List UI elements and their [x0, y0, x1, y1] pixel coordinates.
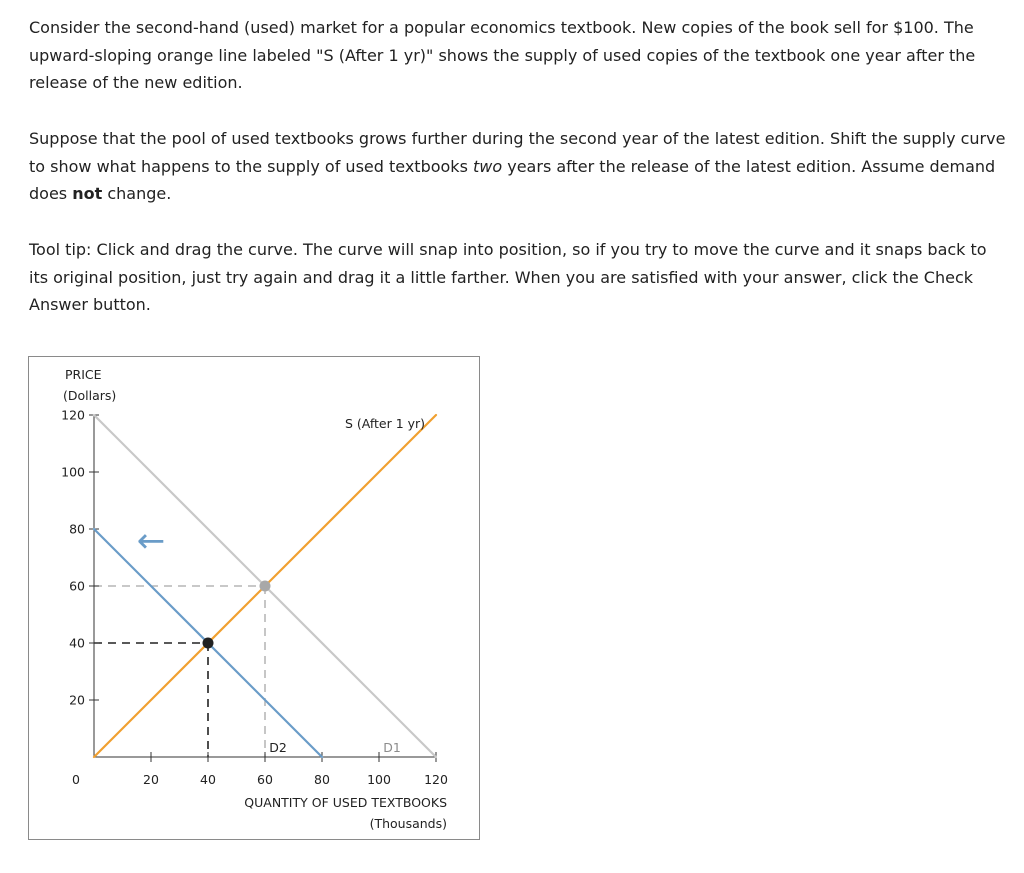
y-axis-label-line2: (Dollars): [63, 388, 117, 403]
x-tick-label-60: 60: [257, 772, 273, 787]
x-axis-label-line2: (Thousands): [369, 816, 447, 831]
y-tick-label-120: 120: [61, 407, 85, 423]
y-axis-label-line1: PRICE: [65, 367, 102, 382]
question-paragraph-2: [29, 125, 1009, 208]
p2-bold-text: not: [72, 184, 103, 203]
x-tick-label-20: 20: [143, 772, 159, 787]
d1-curve-label: D1: [383, 740, 401, 755]
y-tick-label-80: 80: [69, 521, 85, 537]
equilibrium-point-1: [260, 581, 271, 592]
y-tick-label-60: 60: [69, 578, 85, 594]
graph-panel: [28, 356, 480, 840]
tool-tip-paragraph: Tool tip: Click and drag the curve. The curve will snap into position, so if you try to move the curve and it snaps back to its original position, just try again and drag it a little farther. When you are satisfied with your answer, click the Check Answer button.: [29, 240, 987, 314]
d2-curve-label: D2: [269, 740, 287, 755]
y-tick-label-100: 100: [61, 464, 85, 480]
y-tick-label-40: 40: [69, 635, 85, 651]
origin-label: 0: [72, 772, 80, 787]
equilibrium-point-2: [203, 638, 214, 649]
shift-left-arrow-icon: ←: [136, 521, 166, 561]
p2-text-after: change.: [102, 184, 172, 203]
x-tick-label-100: 100: [367, 772, 391, 787]
y-tick-label-20: 20: [69, 692, 85, 708]
p2-italic-text: two: [473, 156, 503, 176]
question-paragraph-1: Consider the second-hand (used) market for a popular economics textbook. New copies of the book sell for $100. The upward-sloping orange line labeled "S (After 1 yr)" shows the supply of used copies of the textbook one year after the release of the new edition.: [29, 18, 976, 92]
x-tick-label-40: 40: [200, 772, 216, 787]
supply-demand-graph: [29, 357, 481, 841]
p2-text-before: Suppose that the pool of used textbooks grows further during the second year of the latest edition. Shift the supply curve to show what happens to the supply of used textbooks: [29, 129, 1006, 176]
x-axis-label-line1: QUANTITY OF USED TEXTBOOKS: [244, 795, 447, 810]
p2-text-middle: years after the release of the latest edition. Assume demand does: [29, 156, 996, 203]
supply-curve-label: S (After 1 yr): [344, 416, 426, 431]
x-tick-label-80: 80: [314, 772, 330, 787]
x-tick-label-120: 120: [424, 772, 448, 787]
